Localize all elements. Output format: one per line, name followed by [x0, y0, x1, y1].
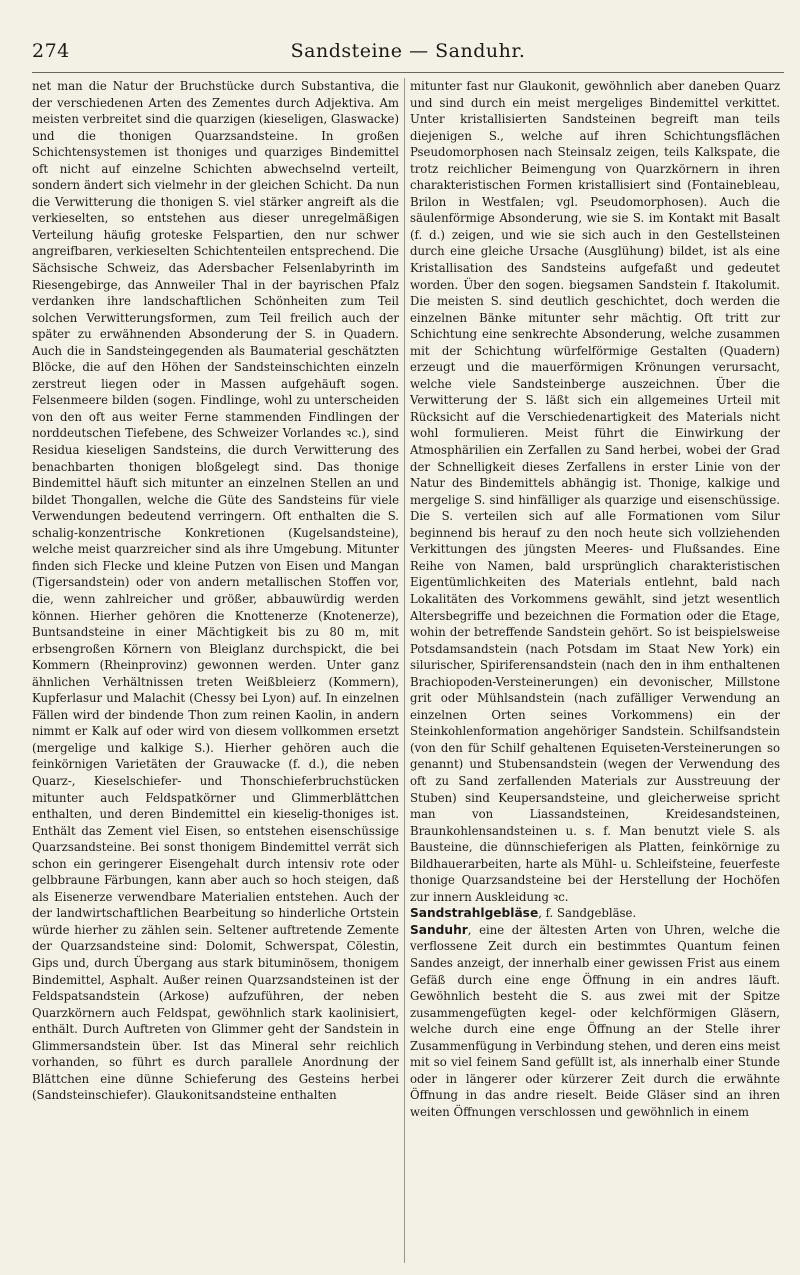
- entry-headword: Sanduhr: [410, 922, 468, 937]
- article-text: mitunter fast nur Glaukonit, gewöhnlich aber daneben Quarz und sind durch ein meist mergeliges Bindemittel verkittet. Unter kristallisierten Sandsteinen begreift man teils diejenigen S., welche auf ihren Schichtungsflächen Pseudomorphosen nach Steinsalz zeigen, teils Kalkspate, die trotz reichlicher Beimengung von Quarzkörnern in ihren charakteristischen Formen kristallisiert sind (Fontainebleau, Brilon in Westfalen; vgl. Pseudomorphosen). Auch die säulenförmige Absonderung, wie sie S. im Kontakt mit Basalt (f. d.) zeigen, und wie sie sich auch in den Gestellsteinen durch eine gleiche Ursache (Ausglühung) bildet, ist als eine Kristallisation des Sandsteins aufgefaßt und gedeutet worden. Über den sogen. biegsamen Sandstein f. Itakolumit. Die meisten S. sind deutlich geschichtet, doch werden die einzelnen Bänke mitunter sehr mächtig. Oft tritt zur Schichtung eine senkrechte Absonderung, welche zusammen mit der Schichtung würfelförmige Gestalten (Quadern) erzeugt und die mauerförmigen Krönungen verursacht, welche viele Sandsteinberge auszeichnen. Über die Verwitterung der S. läßt sich ein allgemeines Urteil mit Rücksicht auf die Verschiedenartigkeit des Materials nicht wohl formulieren. Meist führt die Einwirkung der Atmosphärilien ein Zerfallen zu Sand herbei, wobei der Grad der Schnelligkeit dieses Zerfallens in erster Linie von der Natur des Bindemittels abhängig ist. Thonige, kalkige und mergelige S. sind hinfälliger als quarzige und eisenschüssige. Die S. verteilen sich auf alle Formationen vom Silur beginnend bis herauf zu den noch heute sich vollziehenden Verkittungen des jüngsten Meeres- und Flußsandes. Eine Reihe von Namen, bald ursprünglich charakteristischen Eigentümlichkeiten des Materials entlehnt, bald nach Lokalitäten des Vorkommens gewählt, sind jetzt wesentlich Altersbegriffe und bezeichnen die Formation oder die Etage, wohin der betreffende Sandstein gehört. So ist beispielsweise Potsdamsandstein (nach Potsdam im Staat New York) ein silurischer, Spiriferensandstein (nach den in ihm enthaltenen Brachiopoden-Versteinerungen) ein devonischer, Millstone grit oder Mühlsandstein (nach zufälliger Verwendung an einzelnen Orten seines Vorkommens) ein der Steinkohlenformation angehöriger Sandstein. Schilfsandstein (von den für Schilf gehaltenen Equiseten-Versteinerungen so genannt) und Stubensandstein (wegen der Verwendung des oft zu Sand zerfallenden Materials zur Ausstreuung der Stuben) sind Keupersandsteine, und gleicherweise spricht man von Liassandsteinen, Kreidesandsteinen, Braunkohlensandsteinen u. s. f. Man benutzt viele S. als Bausteine, die dünnschieferigen als Platten, feinkörnige zu Bildhauerarbeiten, harte als Mühl- u. Schleifsteine, feuerfeste thonige Quarzsandsteine bei der Herstellung der Hochöfen zur innern Auskleidung ꝛc.: [410, 79, 780, 904]
- article-text: net man die Natur der Bruchstücke durch Substantiva, die der verschiedenen Arten des Zementes durch Adjektiva. Am meisten verbreitet sind die quarzigen (kieseligen, Glaswacke) und die thonigen Quarzsandsteine. In großen Schichtensystemen ist thoniges und quarziges Bindemittel oft nicht auf einzelne Schichten abwechselnd verteilt, sondern ändert sich vielmehr in der gleichen Schicht. Da nun die Verwitterung die thonigen S. viel stärker angreift als die verkieselten, so entstehen aus dieser unregelmäßigen Verteilung häufig groteske Felspartien, den nur schwer angreifbaren, verkieselten Schichtenteilen entsprechend. Die Sächsische Schweiz, das Adersbacher Felsenlabyrinth im Riesengebirge, das Annweiler Thal in der bayrischen Pfalz verdanken ihre landschaftlichen Schönheiten zum Teil solchen Verwitterungsformen, zum Teil freilich auch der später zu erwähnenden Absonderung der S. in Quadern. Auch die in Sandsteingegenden als Baumaterial geschätzten Blöcke, die auf den Höhen der Sandsteinschichten einzeln zerstreut liegen oder in Massen aufgehäuft sogen. Felsenmeere bilden (sogen. Findlinge, wohl zu unterscheiden von den oft aus weiter Ferne stammenden Findlingen der norddeutschen Tiefebene, des Schweizer Vorlandes ꝛc.), sind Residua kieseligen Sandsteins, die durch Verwitterung des benachbarten thonigen bloßgelegt sind. Das thonige Bindemittel häuft sich mitunter an einzelnen Stellen an und bildet Thongallen, welche die Güte des Sandsteins für viele Verwendungen bedeutend verringern. Oft enthalten die S. schalig-konzentrische Konkretionen (Kugelsandsteine), welche meist quarzreicher sind als ihre Umgebung. Mitunter finden sich Flecke und kleine Putzen von Eisen und Mangan (Tigersandstein) oder von andern metallischen Stoffen vor, die, wenn zahlreicher und größer, abbauwürdig werden können. Hierher gehören die Knottenerze (Knotenerze), Buntsandsteine in einer Mächtigkeit bis zu 80 m, mit erbsengroßen Körnern von Bleiglanz durchspickt, die bei Kommern (Rheinprovinz) gewonnen werden. Unter ganz ähnlichen Verhältnissen treten Weißbleierz (Kommern), Kupferlasur und Malachit (Chessy bei Lyon) auf. In einzelnen Fällen wird der bindende Thon zum reinen Kaolin, in andern nimmt er Kalk auf oder wird von diesem vollkommen ersetzt (mergelige und kalkige S.). Hierher gehören auch die feinkörnigen Varietäten der Grauwacke (f. d.), die neben Quarz-, Kieselschiefer- und Thonschieferbruchstücken mitunter auch Feldspatkörner und Glimmerblättchen enthalten, und deren Bindemittel ein kieselig-thoniges ist. Enthält das Zement viel Eisen, so entstehen eisenschüssige Quarzsandsteine. Bei sonst thonigem Bindemittel verrät sich schon ein geringerer Eisengehalt durch intensiv rote oder gelbbraune Färbungen, kann aber auch so hoch steigen, daß als Eisenerze verwendbare Materialien entstehen. Auch der der landwirtschaftlichen Bearbeitung so hinderliche Ortstein würde hierher zu zählen sein. Seltener auftretende Zemente der Quarzsandsteine sind: Dolomit, Schwerspat, Cölestin, Gips und, durch Übergang aus stark bituminösem, thonigem Bindemittel, Asphalt. Außer reinen Quarzsandsteinen ist der Feldspatsandstein (Arkose) aufzuführen, der neben Quarzkörnern auch Feldspat, gewöhnlich stark kaolinisiert, enthält. Durch Auftreten von Glimmer geht der Sandstein in Glimmersandstein über. Ist das Mineral sehr reichlich vorhanden, so führt es durch parallele Anordnung der Blättchen eine dünne Schieferung des Gesteins herbei (Sandsteinschiefer). Glaukonitsandsteine enthalten: [32, 79, 399, 1103]
- right-column: [410, 78, 780, 1268]
- entry-text: , f. Sandgebläse.: [538, 906, 637, 921]
- left-column: [32, 78, 399, 1268]
- running-head: Sandsteine — Sanduhr.: [290, 40, 526, 62]
- dictionary-entry: [410, 905, 780, 922]
- column-divider: [404, 78, 405, 1263]
- header-rule: [32, 72, 784, 73]
- page-header: [32, 40, 784, 70]
- entry-text: , eine der ältesten Arten von Uhren, welche die verflossene Zeit durch ein bestimmtes Quantum feinen Sandes anzeigt, der innerhalb einer gewissen Frist aus einem Gefäß durch eine enge Öffnung in ein andres läuft. Gewöhnlich besteht die S. aus zwei mit der Spitze zusammengefügten kegel- oder kelchförmigen Gläsern, welche durch eine enge Öffnung an der Stelle ihrer Zusammenfügung in Verbindung stehen, und deren eins meist mit so viel feinem Sand gefüllt ist, als innerhalb einer Stunde oder in längerer oder kürzerer Zeit durch die erwähnte Öffnung in das andre rieselt. Beide Gläser sind an ihren weiten Öffnungen verschlossen und gewöhnlich in einem: [410, 922, 780, 1119]
- page-number: 274: [32, 40, 70, 62]
- entry-headword: Sandstrahlgebläse: [410, 906, 539, 921]
- dictionary-entry: [410, 922, 780, 1121]
